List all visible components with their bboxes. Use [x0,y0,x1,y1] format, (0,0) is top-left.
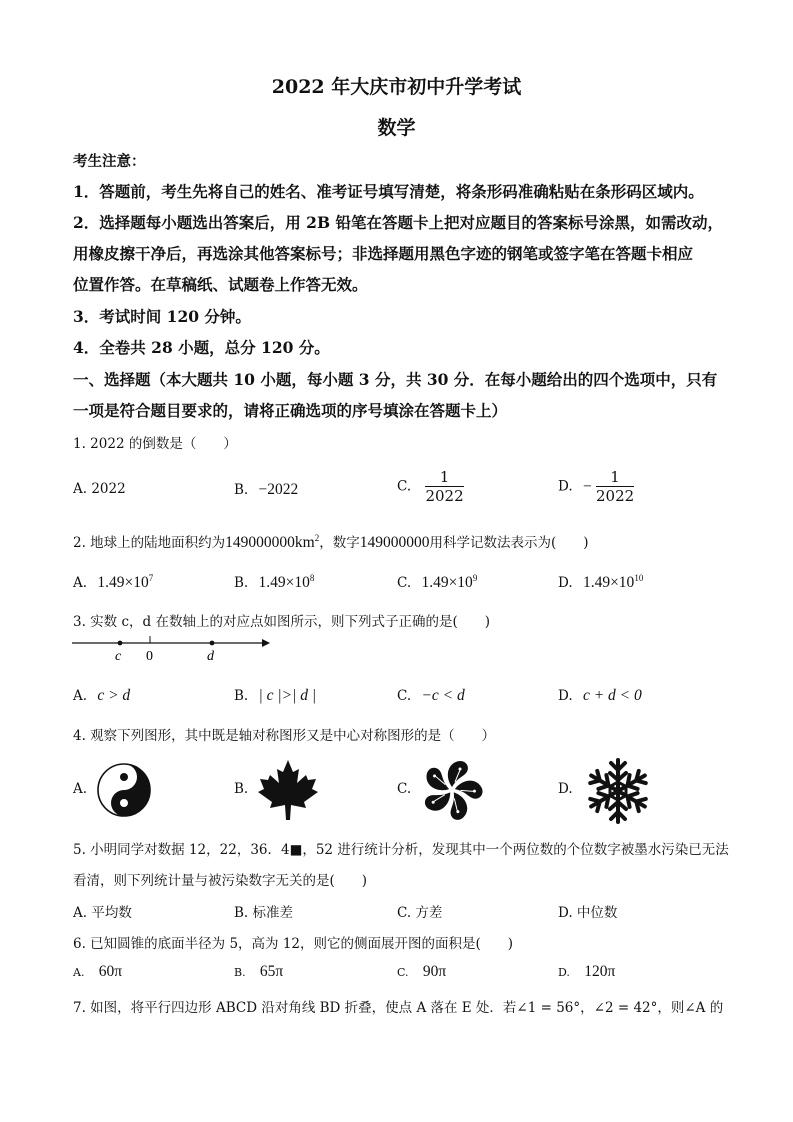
q5-option-a: A. 平均数 [73,905,132,921]
q5-option-c: C. 方差 [397,905,443,921]
notice-line-2a: 2．选择题每小题选出答案后，用 2B 铅笔在答题卡上把对应题目的答案标号涂黑，如需改动， [73,213,723,232]
q3-option-d-value: c + d < 0 [582,687,642,704]
bauhinia-flower-icon [420,758,484,822]
q4-option-c-label: C. [397,781,412,797]
q5-option-d: D. 中位数 [558,905,618,921]
q3-option-b [234,687,316,705]
q1-option-d [558,468,634,505]
q3-option-c-value: −c < d [421,687,465,704]
q2-option-b [234,573,314,592]
q2-option-a [73,573,153,592]
q7-stem: 7. 如图，将平行四边形 ABCD 沿对角线 BD 折叠，使点 A 落在 E 处．若∠1 = 56°，∠2 = 42°，则∠A 的 [73,1000,724,1016]
q5-option-b: B. 标准差 [234,905,294,921]
q6-option-d [558,963,615,981]
q1-option-b-label: B. [234,482,249,498]
q2-stem-number: 149000000 [359,534,430,551]
q1-option-a: A. 2022 [73,481,126,497]
q2-option-d [558,573,643,592]
q2-option-c-label: C. [397,575,412,592]
q2-option-d-value [583,574,643,591]
q2-option-a-exp: 7 [148,573,154,583]
snowflake-icon [583,756,653,826]
q2-option-d-label: D. [558,575,573,592]
notice-heading: 考生注意： [73,153,146,170]
q2-stem-post: 用科学记数法表示为( ) [429,535,589,551]
q4-option-d-label: D. [558,781,573,797]
q1-option-d-fraction [596,468,634,505]
exam-title: 2022 年大庆市初中升学考试 [271,76,522,98]
q4-option-b-label: B. [234,781,249,797]
q2-stem-area [225,534,319,551]
section1-line-2: 一项是符合题目要求的，请将正确选项的序号填涂在答题卡上） [73,401,508,420]
q1-option-c-numerator: 1 [425,468,463,487]
q2-option-c-value [421,574,477,591]
q1-option-d-sign: − [582,477,592,495]
q6-option-b [234,963,283,981]
q2-option-c-exp: 9 [472,573,478,583]
q2-option-c [397,573,477,592]
q6-option-d-label: D. [558,966,570,979]
notice-line-2b: 用橡皮擦干净后，再选涂其他答案标号；非选择题用黑色字迹的钢笔或签字笔在答题卡相应 [73,244,694,263]
maple-leaf-icon [256,758,320,822]
point-zero-label: 0 [146,649,153,664]
q6-option-c-label: C. [397,966,409,979]
q6-option-c-value: 90π [422,963,447,980]
q2-stem [73,531,589,552]
q6-option-d-value: 120π [584,963,616,980]
q2-stem-area-exp: 2 [314,532,320,543]
number-line-figure [70,630,275,664]
q2-option-d-exp: 10 [634,573,644,583]
q3-option-a [73,687,130,705]
notice-line-4: 4．全卷共 28 小题，总分 120 分。 [73,338,330,357]
q4-option-a-label: A. [73,781,88,797]
q2-option-d-base: 1.49×10 [582,574,635,592]
q1-option-c-denominator: 2022 [425,487,464,505]
q6-option-a-value: 60π [98,963,123,980]
q6-option-b-label: B. [234,966,246,979]
number-line-arrow [262,639,270,647]
q2-option-b-base: 1.49×10 [258,574,310,592]
point-c-label: c [115,649,122,664]
q3-option-b-value: | c |>| d | [258,687,317,704]
q2-stem-pre: 2. 地球上的陆地面积约为 [73,535,226,551]
yin-yang-icon [96,762,152,818]
q5-stem-line-2: 看清，则下列统计量与被污染数字无关的是( ) [73,873,368,889]
notice-line-2c: 位置作答。在草稿纸、试题卷上作答无效。 [73,275,368,294]
section1-line-1: 一、选择题（本大题共 10 小题，每小题 3 分，共 30 分．在每小题给出的四个选项中，只有 [73,370,718,389]
q2-option-b-label: B. [234,575,249,592]
q3-option-a-value: c > d [97,687,131,704]
q6-option-b-value: 65π [259,963,284,980]
q6-option-a [73,963,122,981]
q1-option-d-denominator: 2022 [595,487,635,505]
q2-stem-area-value: 149000000km [225,534,315,551]
exam-subject: 数学 [377,117,416,139]
q3-stem: 3. 实数 c，d 在数轴上的对应点如图所示，则下列式子正确的是( ) [73,614,490,630]
q3-option-d-label: D. [558,688,573,704]
q3-option-c-label: C. [397,688,412,704]
q6-stem: 6. 已知圆锥的底面半径为 5，高为 12，则它的侧面展开图的面积是( ) [73,936,514,952]
q1-option-b [234,481,298,499]
q6-option-a-label: A. [73,966,85,979]
q3-option-c [397,687,465,705]
q1-option-d-label: D. [558,478,573,495]
q1-stem: 1. 2022 的倒数是（ ） [73,436,237,452]
point-d-label: d [207,649,214,664]
q2-stem-mid: ，数字 [319,535,360,551]
q1-option-d-numerator: 1 [596,468,634,487]
q1-option-c [397,468,464,505]
q2-option-c-base: 1.49×10 [421,574,473,592]
q1-option-b-value: −2022 [258,481,299,498]
q2-option-b-value [259,574,315,591]
q2-option-b-exp: 8 [309,573,315,583]
q2-option-a-label: A. [73,575,88,592]
q1-option-c-fraction [425,468,463,505]
point-c [118,641,123,646]
q2-option-a-value [97,574,153,591]
q4-stem: 4. 观察下列图形，其中既是轴对称图形又是中心对称图形的是（ ） [73,728,496,744]
q2-option-a-base: 1.49×10 [97,574,149,592]
q3-option-a-label: A. [73,688,88,704]
q5-stem-line-1: 5. 小明同学对数据 12，22，36．4■，52 进行统计分析，发现其中一个两位数的个位数字被墨水污染已无法 [73,842,729,858]
notice-line-3: 3．考试时间 120 分钟。 [73,307,251,326]
q3-option-d [558,687,642,705]
q1-option-c-label: C. [397,478,412,495]
point-d [210,641,215,646]
q6-option-c [397,963,446,981]
q3-option-b-label: B. [234,688,249,704]
notice-line-1: 1．答题前，考生先将自己的姓名、准考证号填写清楚，将条形码准确粘贴在条形码区域内。 [73,182,704,201]
